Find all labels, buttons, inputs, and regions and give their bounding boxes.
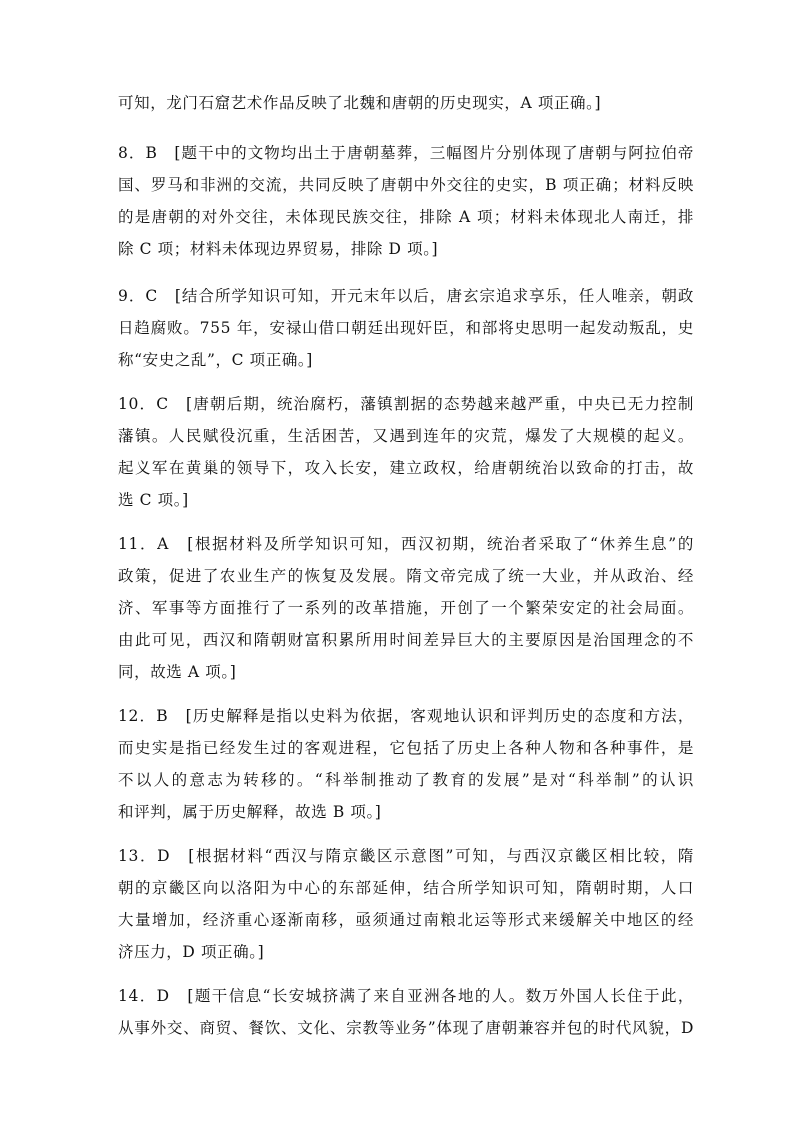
answer-12-line: 和评判，属于历史解释，故选 B 项。] xyxy=(118,803,382,821)
answer-8-line: 的是唐朝的对外交往，未体现民族交往，排除 A 项；材料未体现北人南迁，排 xyxy=(118,208,694,226)
answer-12-line: 而史实是指已经发生过的客观进程，它包括了历史上各种人物和各种事件，是 xyxy=(118,739,694,757)
answer-11-line: 11．A [根据材料及所学知识可知，西汉初期，统治者采取了“休养生息”的 xyxy=(118,535,694,553)
answer-13-line: 13．D [根据材料“西汉与隋京畿区示意图”可知，与西汉京畿区相比较，隋 xyxy=(118,847,694,865)
answer-8-line: 除 C 项；材料未体现边界贸易，排除 D 项。] xyxy=(118,240,439,258)
answer-13-line: 朝的京畿区向以洛阳为中心的东部延伸，结合所学知识可知，隋朝时期，人口 xyxy=(118,879,694,897)
answer-10-line: 10．C [唐朝后期，统治腐朽，藩镇割据的态势越来越严重，中央已无力控制 xyxy=(118,395,694,413)
answer-10-line: 起义军在黄巢的领导下，攻入长安，建立政权，给唐朝统治以致命的打击，故 xyxy=(118,459,694,477)
answer-8-line: 8．B [题干中的文物均出土于唐朝墓葬，三幅图片分别体现了唐朝与阿拉伯帝 xyxy=(118,144,694,162)
answer-14-line: 从事外交、商贸、餐饮、文化、宗教等业务”体现了唐朝兼容并包的时代风貌，D xyxy=(118,1019,694,1037)
text-line: 可知，龙门石窟艺术作品反映了北魏和唐朝的历史现实，A 项正确。] xyxy=(118,94,602,112)
answer-11-line: 同，故选 A 项。] xyxy=(118,663,237,681)
answer-14-line: 14．D [题干信息“长安城挤满了来自亚洲各地的人。数万外国人长住于此， xyxy=(118,987,694,1005)
answer-12-line: 不以人的意志为转移的。“科举制推动了教育的发展”是对“科举制”的认识 xyxy=(118,771,694,789)
answer-9-line: 称“安史之乱”，C 项正确。] xyxy=(118,351,313,369)
answer-12-line: 12．B [历史解释是指以史料为依据，客观地认识和评判历史的态度和方法， xyxy=(118,707,694,725)
answer-9-line: 9．C [结合所学知识可知，开元末年以后，唐玄宗追求享乐，任人唯亲，朝政 xyxy=(118,287,694,305)
answer-8-line: 国、罗马和非洲的交流，共同反映了唐朝中外交往的史实，B 项正确；材料反映 xyxy=(118,176,694,194)
answer-11-line: 由此可见，西汉和隋朝财富积累所用时间差异巨大的主要原因是治国理念的不 xyxy=(118,631,694,649)
answer-11-line: 济、军事等方面推行了一系列的改革措施，开创了一个繁荣安定的社会局面。 xyxy=(118,599,694,617)
answer-11-line: 政策，促进了农业生产的恢复及发展。隋文帝完成了统一大业，并从政治、经 xyxy=(118,567,694,585)
answer-13-line: 大量增加，经济重心逐渐南移，亟须通过南粮北运等形式来缓解关中地区的经 xyxy=(118,911,694,929)
answer-9-line: 日趋腐败。755 年，安禄山借口朝廷出现奸臣，和部将史思明一起发动叛乱，史 xyxy=(118,319,694,337)
answer-13-line: 济压力，D 项正确。] xyxy=(118,943,265,961)
answer-10-line: 藩镇。人民赋役沉重，生活困苦，又遇到连年的灾荒，爆发了大规模的起义。 xyxy=(118,427,694,445)
answer-10-line: 选 C 项。] xyxy=(118,491,189,509)
